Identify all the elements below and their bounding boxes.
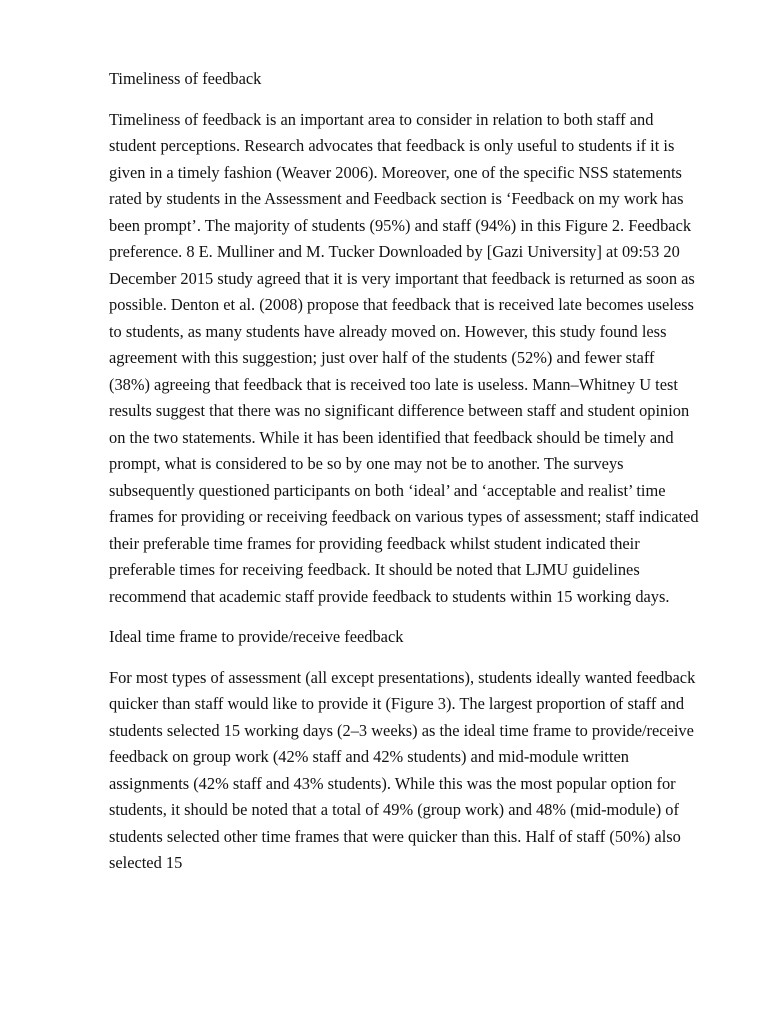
document-page xyxy=(109,66,699,891)
section-heading-ideal-time-frame: Ideal time frame to provide/receive feedback xyxy=(109,627,404,646)
paragraph-ideal-time-frame: For most types of assessment (all except presentations), students ideally wanted feedback quicker than staff would like to provide it (Figure 3). The largest proportion of staff and students selected 15 working days (2–3 weeks) as the ideal time frame to provide/receive feedback on group work (42% staff and 42% students) and mid-module written assignments (42% staff and 43% students). While this was the most popular option for students, it should be noted that a total of 49% (group work) and 48% (mid-module) of students selected other time frames that were quicker than this. Half of staff (50%) also selected 15 xyxy=(109,667,696,872)
section-heading-timeliness: Timeliness of feedback xyxy=(109,69,262,88)
paragraph-timeliness: Timeliness of feedback is an important area to consider in relation to both staff and student perceptions. Research advocates that feedback is only useful to students if it is given in a timely fashion (Weaver 2006). Moreover, one of the specific NSS statements rated by students in the Assessment and Feedback section is ‘Feedback on my work has been prompt’. The majority of students (95%) and staff (94%) in this Figure 2. Feedback preference. 8 E. Mulliner and M. Tucker Downloaded by [Gazi University] at 09:53 20 December 2015 study agreed that it is very important that feedback is returned as soon as possible. Denton et al. (2008) propose that feedback that is received late becomes useless to students, as many students have already moved on. However, this study found less agreement with this suggestion; just over half of the students (52%) and fewer staff (38%) agreeing that feedback that is received too late is useless. Mann–Whitney U test results suggest that there was no significant difference between staff and student opinion on the two statements. While it has been identified that feedback should be timely and prompt, what is considered to be so by one may not be to another. The surveys subsequently questioned participants on both ‘ideal’ and ‘acceptable and realist’ time frames for providing or receiving feedback on various types of assessment; staff indicated their preferable time frames for providing feedback whilst student indicated their preferable times for receiving feedback. It should be noted that LJMU guidelines recommend that academic staff provide feedback to students within 15 working days. xyxy=(109,109,699,606)
